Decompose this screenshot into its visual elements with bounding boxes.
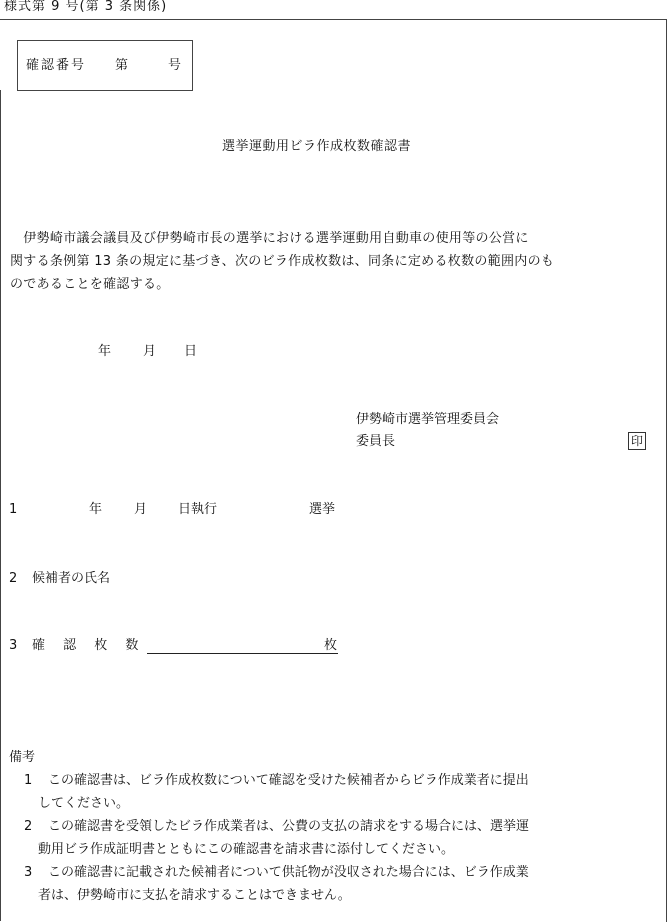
issuer-organization: 伊勢崎市選挙管理委員会 (356, 412, 500, 427)
issuer-role: 委員長 (356, 434, 396, 449)
item-1-day-executed: 日執行 (178, 502, 218, 517)
note-2-line-2: 動用ビラ作成証明書とともにこの確認書を請求書に添付してください。 (38, 842, 455, 857)
item-3-unit: 枚 (324, 638, 338, 653)
statement-line-1: 伊勢崎市議会議員及び伊勢崎市長の選挙における選挙運動用自動車の使用等の公営に (10, 231, 529, 246)
item-1-month: 月 (134, 502, 148, 517)
date-day: 日 (184, 344, 198, 359)
item-3-count-underline (147, 653, 338, 654)
notes-heading: 備考 (9, 750, 36, 765)
note-1-number: 1 (24, 773, 33, 788)
document-title: 選挙運動用ビラ作成枚数確認書 (222, 139, 412, 154)
item-2-candidate-name-label: 候補者の氏名 (32, 571, 111, 586)
item-1-number: 1 (9, 502, 18, 517)
statement-line-2: 関する条例第 13 条の規定に基づき、次のビラ作成枚数は、同条に定める枚数の範囲内のも (10, 254, 555, 269)
form-number-label: 様式第 9 号(第 3 条関係) (4, 0, 168, 14)
confirmation-number-go: 号 (168, 58, 184, 73)
item-3-number: 3 (9, 638, 18, 653)
note-1-line-1: この確認書は、ビラ作成枚数について確認を受けた候補者からビラ作成業者に提出 (48, 773, 529, 788)
note-3-number: 3 (24, 865, 33, 880)
note-1-line-2: してください。 (38, 796, 130, 811)
note-2-number: 2 (24, 819, 33, 834)
note-3-line-2: 者は、伊勢崎市に支払を請求することはできません。 (38, 888, 351, 903)
document-frame-left-border (0, 90, 1, 921)
confirmation-number-box (17, 40, 193, 91)
note-3-line-1: この確認書に記載された候補者について供託物が没収された場合には、ビラ作成業 (48, 865, 529, 880)
item-1-year: 年 (89, 502, 103, 517)
note-2-line-1: この確認書を受領したビラ作成業者は、公費の支払の請求をする場合には、選挙運 (48, 819, 530, 834)
confirmation-number-label: 確認番号 (26, 58, 87, 73)
seal-mark: 印 (628, 432, 646, 450)
item-3-confirmed-count-label: 確 認 枚 数 (32, 638, 146, 653)
item-1-election: 選挙 (309, 502, 336, 517)
confirmation-number-dai: 第 (115, 58, 131, 73)
date-year: 年 (98, 344, 112, 359)
date-month: 月 (143, 344, 157, 359)
item-2-number: 2 (9, 571, 18, 586)
statement-line-3: のであることを確認する。 (10, 277, 170, 292)
